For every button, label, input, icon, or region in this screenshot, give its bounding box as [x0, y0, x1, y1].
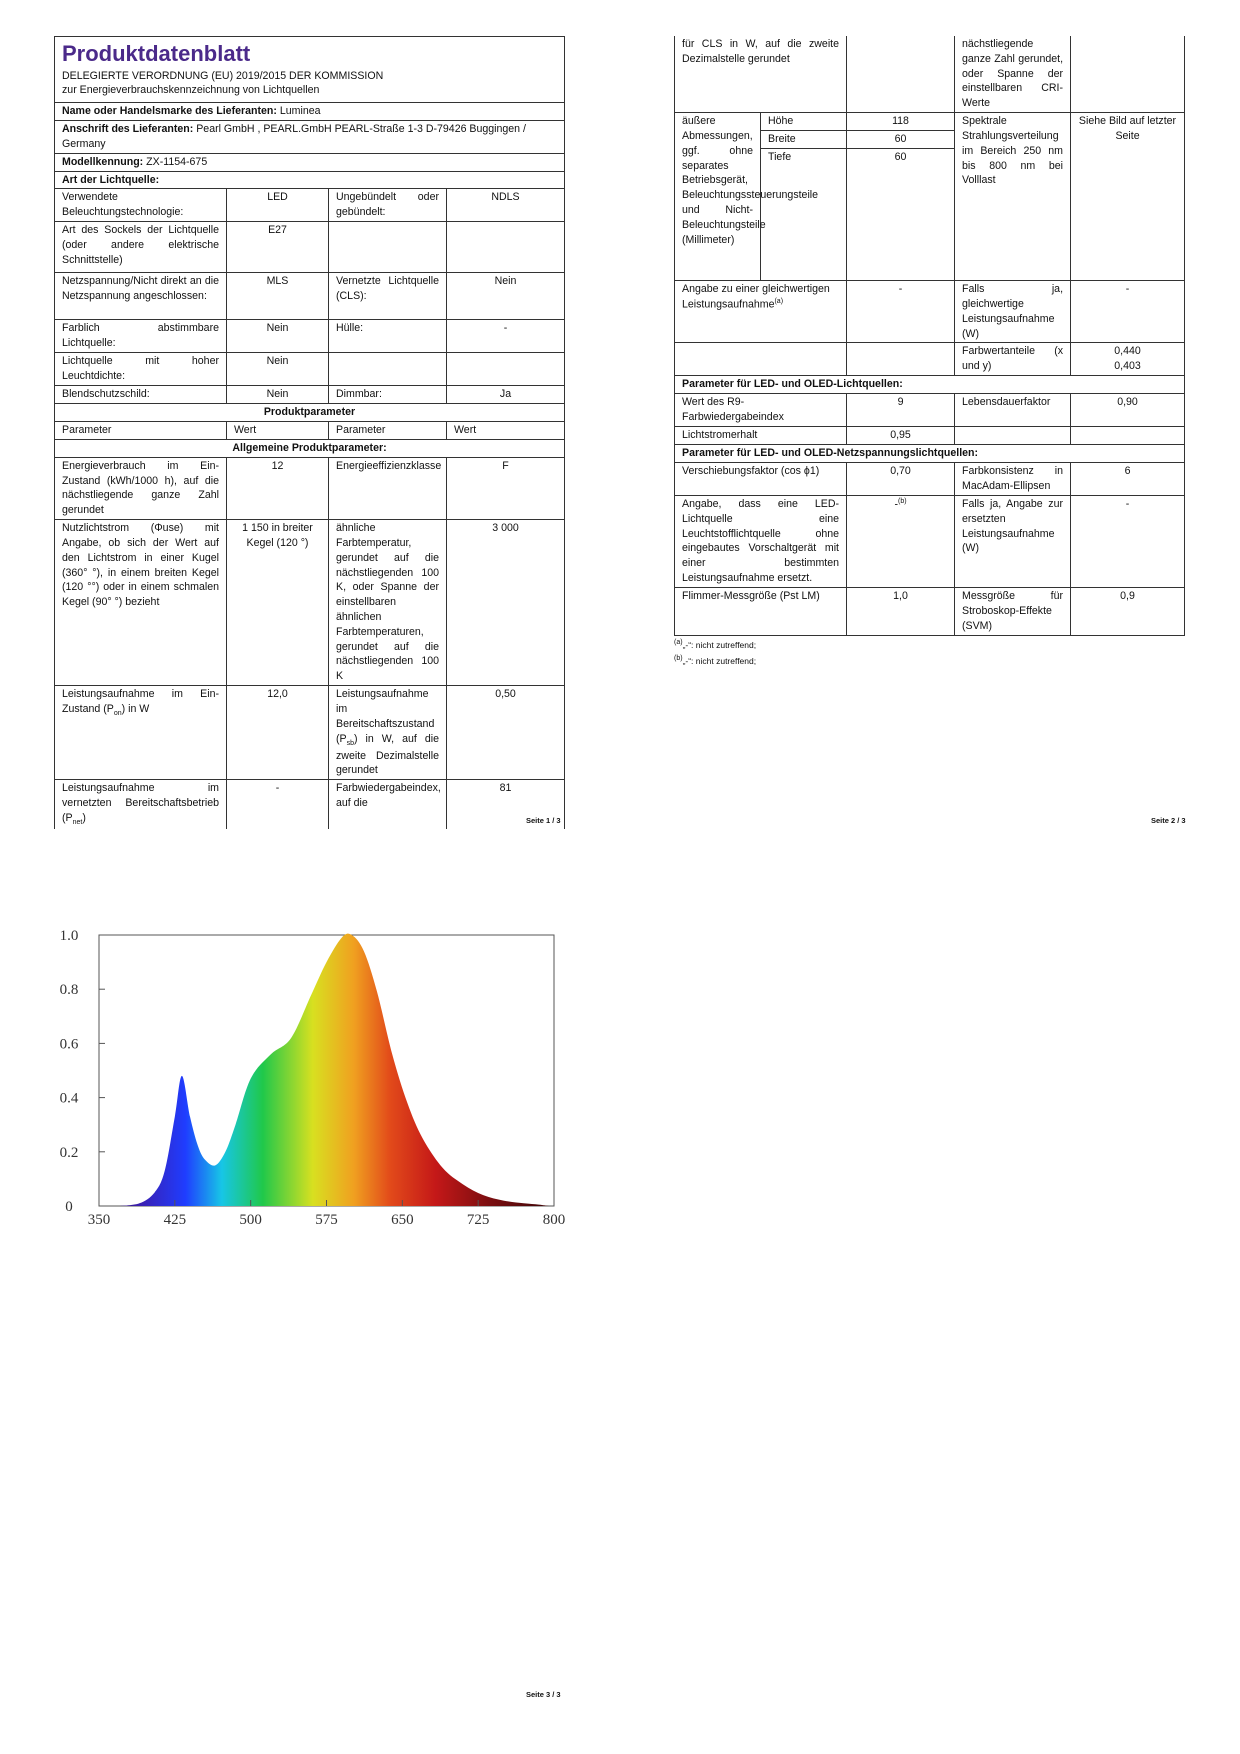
- row-value: 0,90: [1071, 394, 1185, 427]
- row-value: [447, 353, 565, 386]
- light-source-heading: Art der Lichtquelle:: [55, 171, 565, 189]
- row-param: Dimmbar:: [329, 386, 447, 404]
- spectral-distribution-chart: [54, 900, 574, 1230]
- row-param: Falls ja, Angabe zur ersetzten Leistungsaufnahme (W): [955, 495, 1071, 587]
- page-footer-2: Seite 2 / 3: [1151, 816, 1186, 825]
- row-param: Leistungsaufnahme im vernetzten Bereitschaftsbetrieb $(P_{net})$: [55, 780, 227, 829]
- row-param: Farbkonsistenz in MacAdam-Ellipsen: [955, 462, 1071, 495]
- row-value: Nein: [227, 386, 329, 404]
- product-datasheet-table-1: [54, 36, 565, 829]
- row-value: NDLS: [447, 189, 565, 222]
- row-param: Nutzlichtstrom (Φuse) mit Angabe, ob sich der Wert auf den Lichtstrom in einer Kugel (360° °), in einem breiten Kegel (120 °°) oder in einem schmalen Kegel (90° °) bezieht: [55, 520, 227, 686]
- row-param: Verwendete Beleuchtungstechnologie:: [55, 189, 227, 222]
- col-header-param: Parameter: [55, 422, 227, 440]
- footnote-b: $^{(b)}$„-“: nicht zutreffend;: [674, 654, 757, 666]
- row-param: nächstliegende ganze Zahl gerundet, oder Spanne der einstellbaren CRI-Werte: [955, 36, 1071, 113]
- address-value: Pearl GmbH , PEARL.GmbH PEARL-Straße 1-3 D-79426 Buggingen / Germany: [62, 123, 526, 150]
- general-params-heading: Allgemeine Produktparameter:: [55, 439, 565, 457]
- row-value: Nein: [227, 353, 329, 386]
- row-value: MLS: [227, 273, 329, 320]
- dim-width-label: Breite: [761, 131, 846, 149]
- row-value: 0,440 0,403: [1071, 343, 1185, 376]
- row-param: Angabe, dass eine LED-Lichtquelle eine Leuchtstofflichtquelle ohne eingebautes Vorschaltgerät mit einer bestimmten Leistungsaufnahme ersetzt.: [675, 495, 847, 587]
- row-param: Lebensdauerfaktor: [955, 394, 1071, 427]
- dim-depth-value: 60: [894, 150, 907, 163]
- row-value: 6: [1071, 462, 1185, 495]
- row-value: LED: [227, 189, 329, 222]
- y-tick-label: 0.2: [59, 1144, 79, 1161]
- col-header-value: Wert: [447, 422, 565, 440]
- page-footer-3: Seite 3 / 3: [526, 1690, 561, 1699]
- row-param: Blendschutzschild:: [55, 386, 227, 404]
- row-param: Energieverbrauch im Ein-Zustand (kWh/1000 h), auf die nächstliegende ganze Zahl gerundet: [55, 457, 227, 519]
- row-param: Netzspannung/Nicht direkt an die Netzspannung angeschlossen:: [55, 273, 227, 320]
- x-tick-label: 575: [315, 1212, 338, 1228]
- led-params-heading: Parameter für LED- und OLED-Lichtquellen:: [675, 376, 1185, 394]
- regulation-text: DELEGIERTE VERORDNUNG (EU) 2019/2015 DER KOMMISSION zur Energieverbrauchskennzeichnung von Lichtquellen: [62, 69, 384, 97]
- x-tick-label: 500: [239, 1212, 262, 1228]
- spectrum-area: [99, 934, 554, 1206]
- row-value: -: [1071, 281, 1185, 343]
- row-value: -$^{(b)}$: [847, 495, 955, 587]
- product-datasheet-table-2: [674, 36, 1185, 636]
- x-tick-label: 800: [542, 1212, 566, 1228]
- row-value: Nein: [447, 273, 565, 320]
- row-value: Ja: [447, 386, 565, 404]
- y-tick-label: 0.6: [59, 1036, 79, 1053]
- row-value: -: [847, 281, 955, 343]
- row-value: 0,50: [447, 686, 565, 780]
- x-tick-label: 350: [87, 1212, 111, 1228]
- row-value: E27: [227, 222, 329, 273]
- row-value: F: [447, 457, 565, 519]
- row-param: Farblich abstimmbare Lichtquelle:: [55, 320, 227, 353]
- row-param: Ungebündelt oder gebündelt:: [329, 189, 447, 222]
- y-tick-label: 1.0: [59, 928, 79, 944]
- row-param: [329, 222, 447, 273]
- row-param: ähnliche Farbtemperatur, gerundet auf die nächstliegenden 100 K, oder Spanne der einstellbaren ähnlichen Farbtemperaturen, gerundet auf die nächstliegenden 100 K: [329, 520, 447, 686]
- page-footer-1: Seite 1 / 3: [526, 816, 561, 825]
- y-tick-label: 0.4: [59, 1090, 79, 1107]
- row-value: 0,9: [1071, 587, 1185, 635]
- y-axis: [60, 928, 105, 1215]
- row-value: [847, 36, 955, 113]
- x-tick-label: 725: [466, 1212, 490, 1228]
- page-3: [54, 900, 574, 1230]
- page-2: [674, 36, 1184, 667]
- row-param: Art des Sockels der Lichtquelle (oder andere elektrische Schnittstelle): [55, 222, 227, 273]
- x-tick-label: 425: [163, 1212, 187, 1228]
- row-param: Energieeffizienzklasse: [329, 457, 447, 519]
- row-param: Verschiebungsfaktor (cos ϕ1): [675, 462, 847, 495]
- supplier-value: Luminea: [279, 105, 321, 118]
- dim-depth-label: Tiefe: [768, 150, 792, 163]
- row-param: Lichtquelle mit hoher Leuchtdichte:: [55, 353, 227, 386]
- y-tick-label: 0.8: [59, 982, 79, 999]
- page-title: Produktdatenblatt: [62, 41, 251, 66]
- row-value: 0,95: [847, 427, 955, 445]
- col-header-param: Parameter: [329, 422, 447, 440]
- row-value: 1 150 in breiter Kegel (120 °): [227, 520, 329, 686]
- empty-cell: [1071, 427, 1185, 445]
- row-value: 81: [447, 780, 565, 829]
- dim-height-value: 118: [847, 113, 954, 131]
- row-param: Lichtstromerhalt: [675, 427, 847, 445]
- supplier-label: Name oder Handelsmarke des Lieferanten:: [62, 105, 277, 118]
- row-param: für CLS in W, auf die zweite Dezimalstelle gerundet: [675, 36, 847, 113]
- row-param: Messgröße für Stroboskop-Effekte (SVM): [955, 587, 1071, 635]
- row-param: Flimmer-Messgröße (Pst LM): [675, 587, 847, 635]
- col-header-value: Wert: [227, 422, 329, 440]
- empty-cell: [675, 343, 847, 376]
- address-label: Anschrift des Lieferanten:: [62, 123, 194, 136]
- row-param: Spektrale Strahlungsverteilung im Bereich 250 nm bis 800 nm bei Volllast: [955, 113, 1071, 281]
- page-1: [54, 36, 564, 829]
- row-value: 1,0: [847, 587, 955, 635]
- row-param: Hülle:: [329, 320, 447, 353]
- model-label: Modellkennung:: [62, 155, 144, 168]
- row-value: [447, 222, 565, 273]
- row-param: Leistungsaufnahme im Bereitschaftszustand $(P_{sb})$ in W, auf die zweite Dezimalstelle gerundet: [329, 686, 447, 780]
- row-param: Farbwertanteile (x und y): [955, 343, 1071, 376]
- mains-params-heading: Parameter für LED- und OLED-Netzspannungslichtquellen:: [675, 445, 1185, 463]
- row-value: -: [1071, 495, 1185, 587]
- row-value: -: [227, 780, 329, 829]
- row-param: Leistungsaufnahme im Ein-Zustand $(P_{on})$ in W: [55, 686, 227, 780]
- row-value: 9: [847, 394, 955, 427]
- y-tick-label: 0: [65, 1199, 73, 1215]
- row-value: Siehe Bild auf letzter Seite: [1071, 113, 1185, 281]
- row-param: Falls ja, gleichwertige Leistungsaufnahme (W): [955, 281, 1071, 343]
- row-value: 12,0: [227, 686, 329, 780]
- row-param: Angabe zu einer gleichwertigen Leistungsaufnahme$^{(a)}$: [675, 281, 847, 343]
- row-value: [1071, 36, 1185, 113]
- dim-values: [847, 113, 955, 281]
- row-param: Farbwiedergabeindex, auf die: [329, 780, 447, 829]
- dim-width-value: 60: [847, 131, 954, 149]
- footnote-a: $^{(a)}$„-“: nicht zutreffend;: [674, 638, 757, 650]
- row-value: 3 000: [447, 520, 565, 686]
- row-param: [329, 353, 447, 386]
- row-param: Vernetzte Lichtquelle (CLS):: [329, 273, 447, 320]
- row-param: Wert des R9-Farbwiedergabeindex: [675, 394, 847, 427]
- row-value: -: [447, 320, 565, 353]
- row-value: 0,70: [847, 462, 955, 495]
- dimensions-label: äußere Abmessungen, ggf. ohne separates Betriebsgerät, Beleuchtungssteuerungsteile und Nicht-Beleuchtungsteile (Millimeter): [675, 113, 761, 281]
- model-value: ZX-1154-675: [146, 155, 208, 168]
- empty-cell: [847, 343, 955, 376]
- empty-cell: [955, 427, 1071, 445]
- product-params-heading: Produktparameter: [55, 404, 565, 422]
- spectrum-curve: [99, 934, 554, 1206]
- dim-height-label: Höhe Breite Tiefe: [761, 113, 847, 281]
- row-value: 12: [227, 457, 329, 519]
- row-value: Nein: [227, 320, 329, 353]
- x-tick-label: 650: [391, 1212, 414, 1228]
